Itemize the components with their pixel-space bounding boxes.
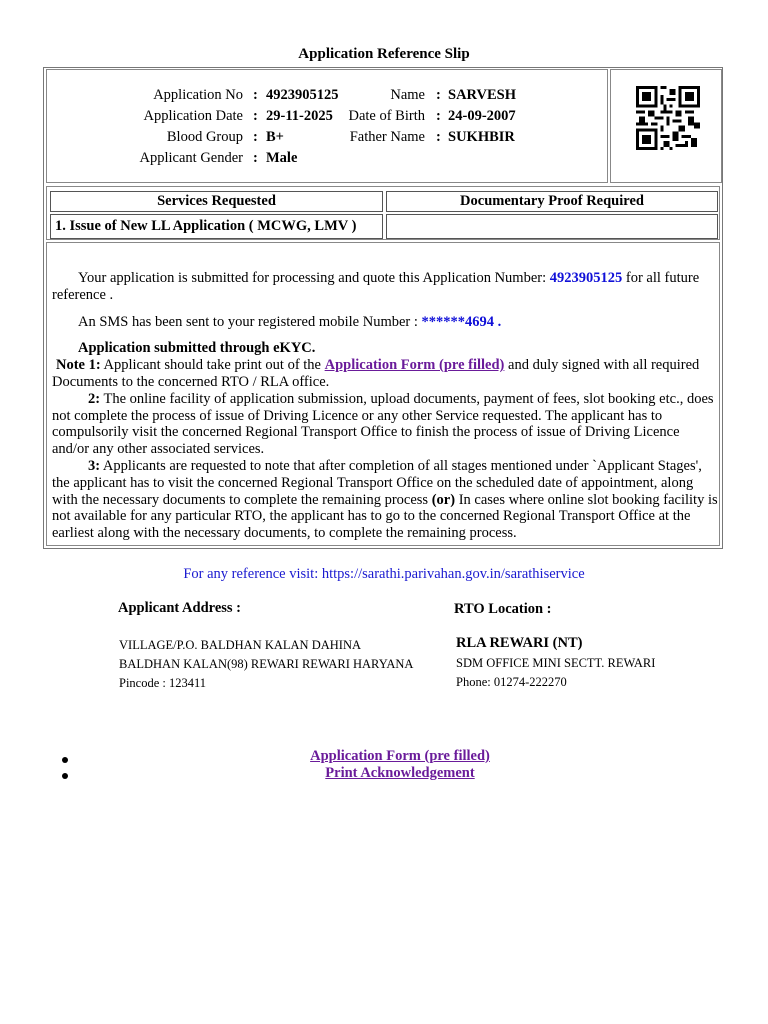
father-name-value: SUKHBIR [448, 129, 515, 145]
sms-pre: An SMS has been sent to your registered mobile Number : [78, 313, 422, 330]
address-line-1: VILLAGE/P.O. BALDHAN KALAN DAHINA [119, 638, 361, 652]
submitted-text [52, 270, 718, 304]
note-2-label: 2: [88, 390, 101, 407]
application-no-label: Application No [153, 87, 243, 103]
father-name-label: Father Name [349, 129, 425, 145]
rto-office: SDM OFFICE MINI SECTT. REWARI [456, 656, 656, 670]
colon: : [253, 87, 258, 103]
colon: : [253, 108, 258, 124]
colon: : [436, 108, 441, 124]
colon: : [436, 87, 441, 103]
dob-value: 24-09-2007 [448, 108, 516, 124]
note-3-or: (or) [431, 491, 456, 508]
application-form-link-row [0, 748, 768, 765]
note-1-pre: Applicant should take print out of the [100, 357, 325, 374]
dob-label: Date of Birth [348, 108, 425, 124]
print-acknowledgement-link[interactable]: Print Acknowledgement [325, 765, 475, 781]
note-2-text: The online facility of application submission, upload documents, payment of fees, slot booking etc., does not complete the process of issue of Driving Licence or any other Service requested. The applicant has to compulsorily visit the concerned Regional Transport Office to finish the process of issue of Driving Licence and/or any other associated services. [52, 390, 714, 458]
sms-text [52, 314, 718, 331]
submitted-pre: Your application is submitted for processing and quote this Application Number: [78, 270, 550, 286]
rto-name: RLA REWARI (NT) [456, 635, 583, 651]
application-form-inline-link[interactable]: Application Form (pre filled) [324, 357, 505, 374]
note-3-post: In cases where online slot booking facility is not available for any particular RTO, the applicant has to go to the concerned Regional Transport Office at the earliest along with the necessary documents, to complete the remaining process. [52, 491, 718, 542]
gender-label: Applicant Gender [139, 150, 243, 166]
rto-phone: Phone: 01274-222270 [456, 675, 567, 689]
colon: : [253, 129, 258, 145]
colon: : [253, 150, 258, 166]
name-label: Name [390, 87, 425, 103]
ekyc-text: Application submitted through eKYC. [78, 340, 316, 357]
note-1 [52, 357, 718, 391]
message-body [52, 270, 718, 542]
note-2 [52, 391, 718, 458]
address-pincode: Pincode : 123411 [119, 676, 207, 690]
service-item: 1. Issue of New LL Application ( MCWG, LMV ) [50, 214, 383, 239]
note-3 [52, 458, 718, 542]
documentary-proof-header: Documentary Proof Required [386, 191, 718, 212]
print-ack-link-row [0, 765, 768, 782]
reference-link-line: For any reference visit: https://sarathi.parivahan.gov.in/sarathiservice [183, 566, 585, 582]
address-line-2: BALDHAN KALAN(98) REWARI REWARI HARYANA [119, 657, 414, 671]
blood-group-label: Blood Group [166, 129, 243, 145]
blood-group-value: B+ [266, 129, 284, 145]
qr-code-icon [636, 86, 700, 150]
gender-value: Male [266, 150, 298, 166]
note-1-post: and duly signed with all required Documents to the concerned RTO / RLA office. [52, 357, 700, 390]
note-1-label: Note 1: [56, 357, 101, 374]
name-value: SARVESH [448, 87, 516, 103]
page-title: Application Reference Slip [298, 46, 470, 62]
submitted-post: for all future reference . [52, 270, 700, 303]
application-date-label: Application Date [143, 108, 243, 124]
applicant-address-heading: Applicant Address : [118, 600, 242, 616]
note-3-label: 3: [88, 457, 101, 474]
colon: : [436, 129, 441, 145]
application-date-value: 29-11-2025 [266, 108, 333, 124]
note-3-pre: Applicants are requested to note that after completion of all stages mentioned under `Applicant Stages', the applicant has to visit the concerned Regional Transport Office on the scheduled date of appointment, along with the necessary documents to complete the remaining process [52, 457, 702, 508]
mobile-number: ******4694 . [421, 313, 502, 330]
application-number: 4923905125 [549, 270, 623, 286]
service-proof-cell [386, 214, 718, 239]
application-form-link[interactable]: Application Form (pre filled) [310, 748, 490, 764]
application-no-value: 4923905125 [266, 87, 339, 103]
rto-location-heading: RTO Location : [454, 601, 552, 617]
services-requested-header: Services Requested [50, 191, 383, 212]
